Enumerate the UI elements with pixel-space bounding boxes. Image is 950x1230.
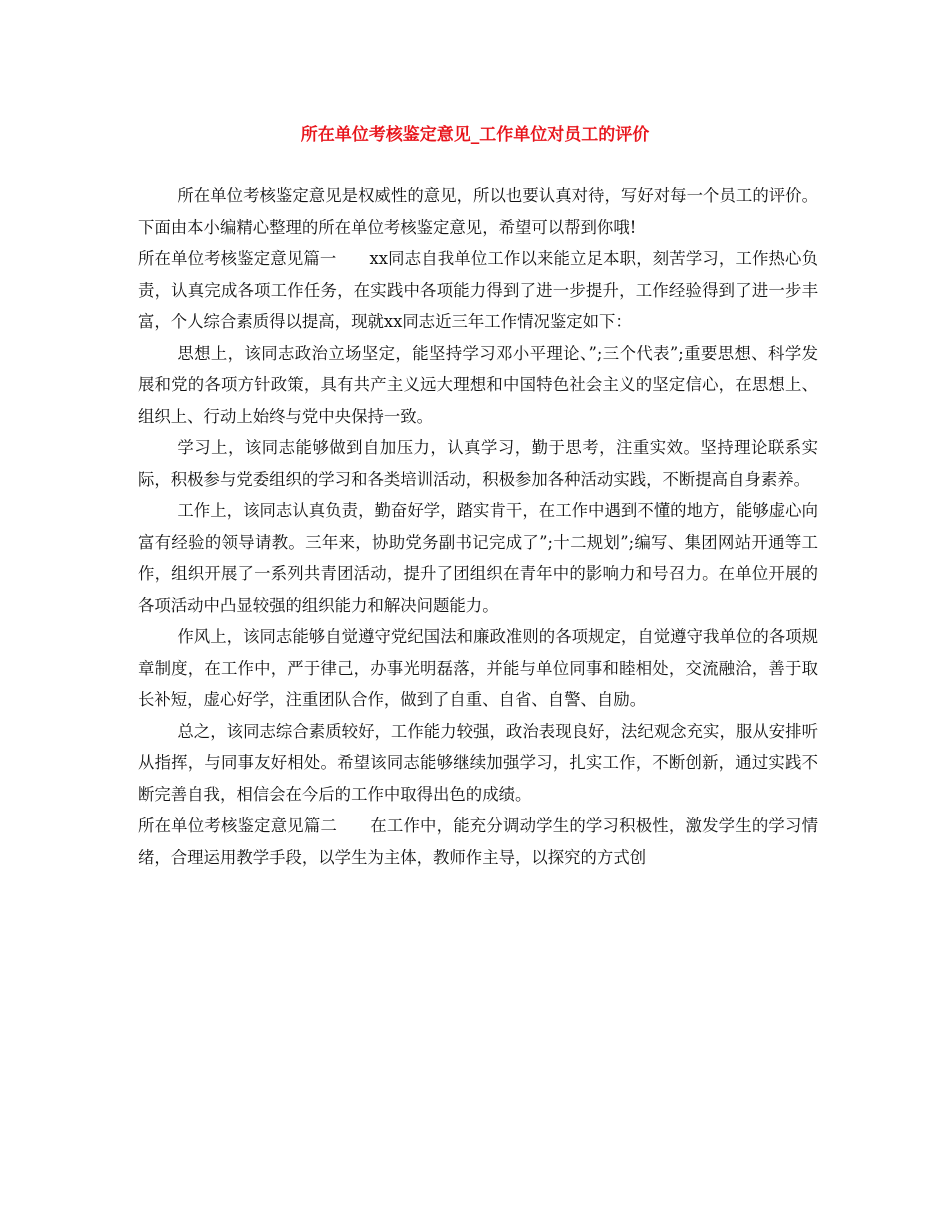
paragraph-ideology: 思想上，该同志政治立场坚定，能坚持学习邓小平理论、”;三个代表”;重要思想、科学发展和党的各项方针政策，具有共产主义远大理想和中国特色社会主义的坚定信心，在思想上、组织上、行动上始终与党中央保持一致。 xyxy=(138,343,818,426)
paragraph-summary: 总之，该同志综合素质较好，工作能力较强，政治表现良好，法纪观念充实，服从安排听从指挥，与同事友好相处。希望该同志能够继续加强学习，扎实工作，不断创新，通过实践不断完善自我，相信会在今后的工作中取得出色的成绩。 xyxy=(138,721,818,804)
document-body xyxy=(138,180,818,873)
paragraph-work: 工作上，该同志认真负责，勤奋好学，踏实肯干，在工作中遇到不懂的地方，能够虚心向富有经验的领导请教。三年来，协助党务副书记完成了”;十二规划”;编写、集团网站开通等工作，组织开展了一系列共青团活动，提升了团组织在青年中的影响力和号召力。在单位开展的各项活动中凸显较强的组织能力和解决问题能力。 xyxy=(138,501,818,615)
paragraph-section-one-heading: 所在单位考核鉴定意见篇一 xx同志自我单位工作以来能立足本职，刻苦学习，工作热心负责，认真完成各项工作任务，在实践中各项能力得到了进一步提升，工作经验得到了进一步丰富，个人综合素质得以提高，现就xx同志近三年工作情况鉴定如下： xyxy=(138,249,818,331)
paragraph-section-two-heading: 所在单位考核鉴定意见篇二 在工作中，能充分调动学生的学习积极性，激发学生的学习情绪，合理运用教学手段，以学生为主体，教师作主导，以探究的方式创 xyxy=(138,816,818,867)
paragraph-study: 学习上，该同志能够做到自加压力，认真学习，勤于思考，注重实效。坚持理论联系实际，积极参与党委组织的学习和各类培训活动，积极参加各种活动实践，不断提高自身素养。 xyxy=(138,438,818,489)
document-title: 所在单位考核鉴定意见_工作单位对员工的评价 xyxy=(300,125,650,145)
paragraph-conduct: 作风上，该同志能够自觉遵守党纪国法和廉政准则的各项规定，自觉遵守我单位的各项规章制度，在工作中，严于律己，办事光明磊落，并能与单位同事和睦相处，交流融洽，善于取长补短，虚心好学，注重团队合作，做到了自重、自省、自警、自励。 xyxy=(138,627,818,709)
paragraph-intro: 所在单位考核鉴定意见是权威性的意见，所以也要认真对待，写好对每一个员工的评价。下面由本小编精心整理的所在单位考核鉴定意见，希望可以帮到你哦! xyxy=(138,186,818,237)
